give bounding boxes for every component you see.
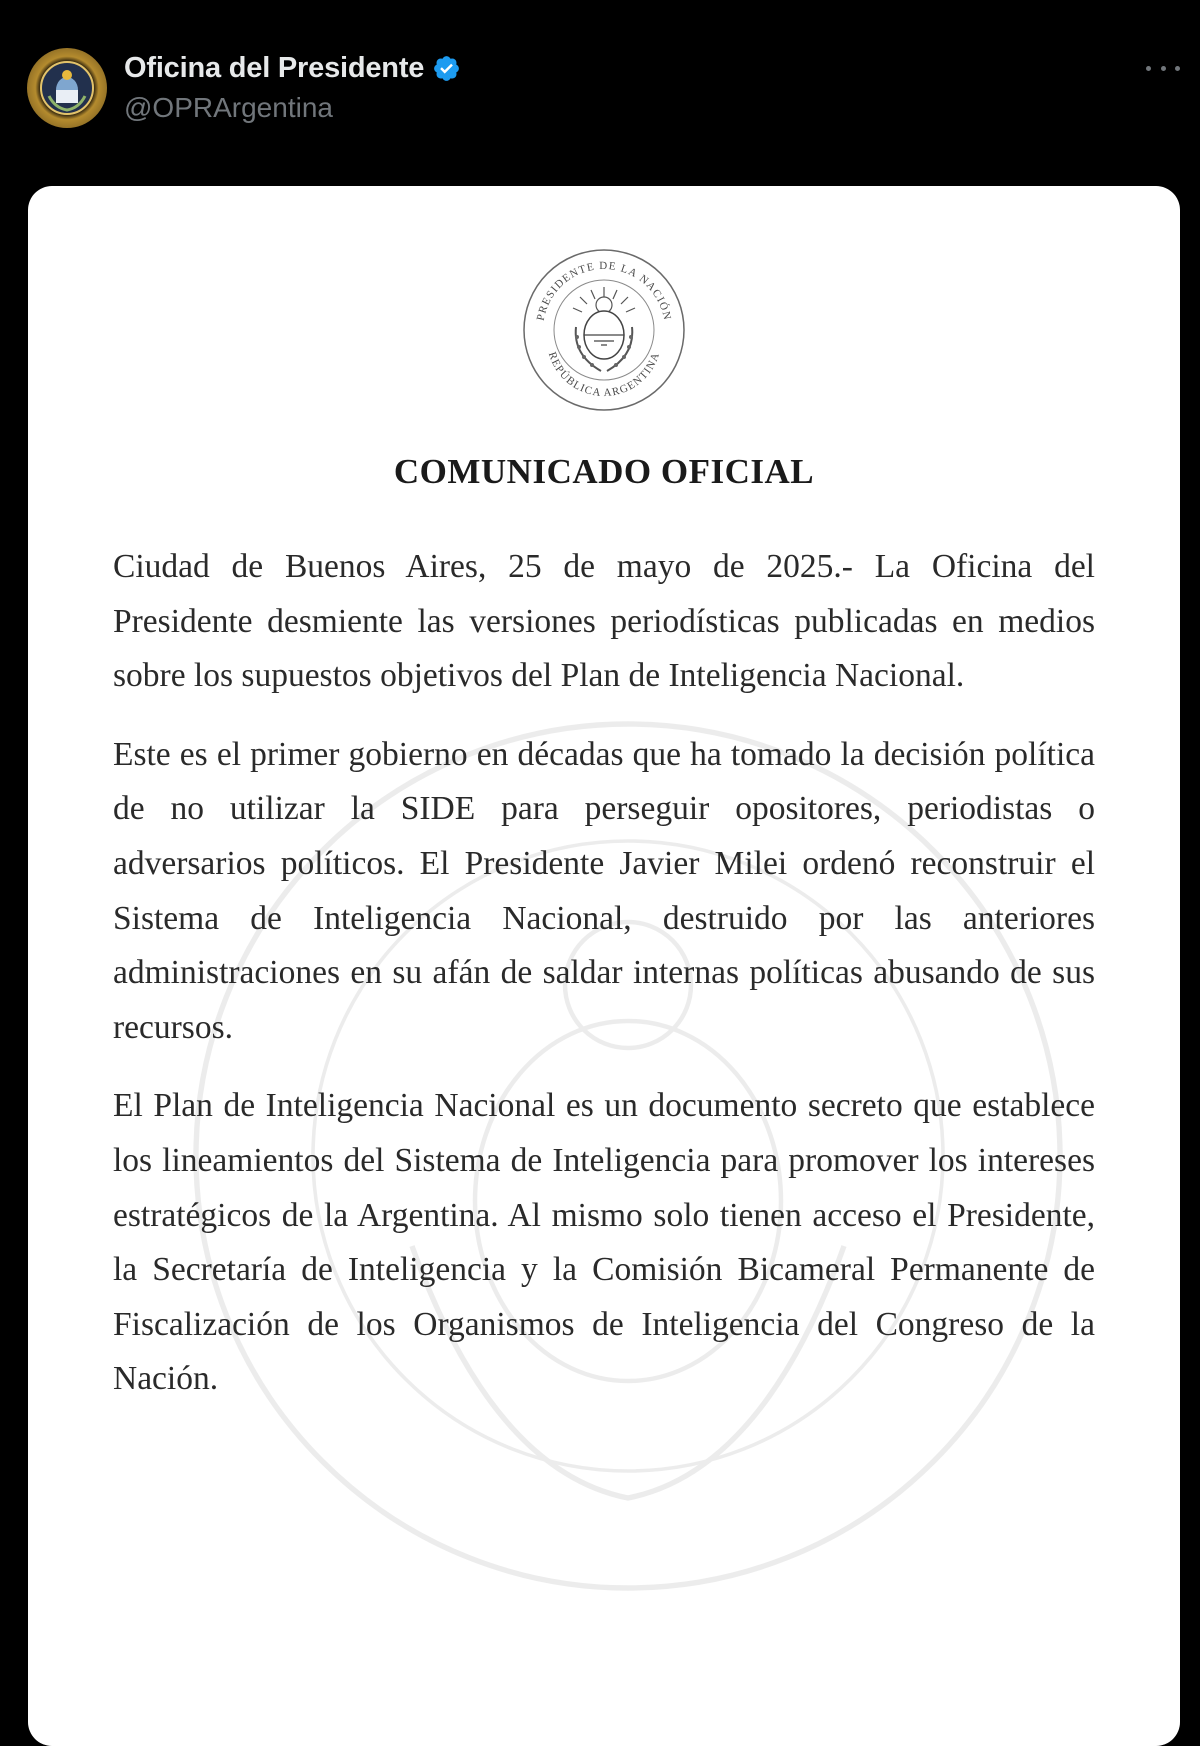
presidential-seal-logo xyxy=(521,247,687,413)
document-body xyxy=(113,540,1095,1431)
tweet-header xyxy=(0,0,1200,180)
seal-emblem-icon xyxy=(27,48,107,128)
name-row xyxy=(124,50,461,86)
verified-badge-icon xyxy=(432,54,461,83)
more-dot xyxy=(1146,66,1151,71)
more-dot xyxy=(1161,66,1166,71)
document-paragraph: El Plan de Inteligencia Nacional es un documento secreto que establece los lineamientos del Sistema de Inteligencia para promover los intereses estratégicos de la Argentina. Al mismo solo tienen acceso el Presidente, la Secretaría de Inteligencia y la Comisión Bicameral Permanente de Fiscalización de los Organismos de Inteligencia del Congreso de la Nación. xyxy=(113,1087,1095,1398)
document-paragraph: Ciudad de Buenos Aires, 25 de mayo de 2025.- La Oficina del Presidente desmiente las versiones periodísticas publicadas en medios sobre los supuestos objetivos del Plan de Inteligencia Nacional. xyxy=(113,548,1095,695)
display-name[interactable]: Oficina del Presidente xyxy=(124,51,425,84)
user-handle[interactable]: @OPRArgentina xyxy=(124,92,333,123)
document-paragraph: Este es el primer gobierno en décadas que ha tomado la decisión política de no utilizar la SIDE para perseguir opositores, periodistas o adversarios políticos. El Presidente Javier Milei ordenó reconstruir el Sistema de Inteligencia Nacional, destruido por las anteriores administraciones en su afán de saldar internas políticas abusando de sus recursos. xyxy=(113,735,1095,1046)
seal-top-text: PRESIDENTE DE LA NACIÓN xyxy=(534,260,674,322)
seal-bottom-text: REPÚBLICA ARGENTINA xyxy=(545,350,663,400)
more-dot xyxy=(1175,66,1180,71)
attached-image-card[interactable] xyxy=(28,186,1180,1746)
document-title: COMUNICADO OFICIAL xyxy=(393,452,815,491)
more-options-icon[interactable] xyxy=(1146,56,1180,80)
presidential-seal-avatar[interactable] xyxy=(27,48,107,128)
